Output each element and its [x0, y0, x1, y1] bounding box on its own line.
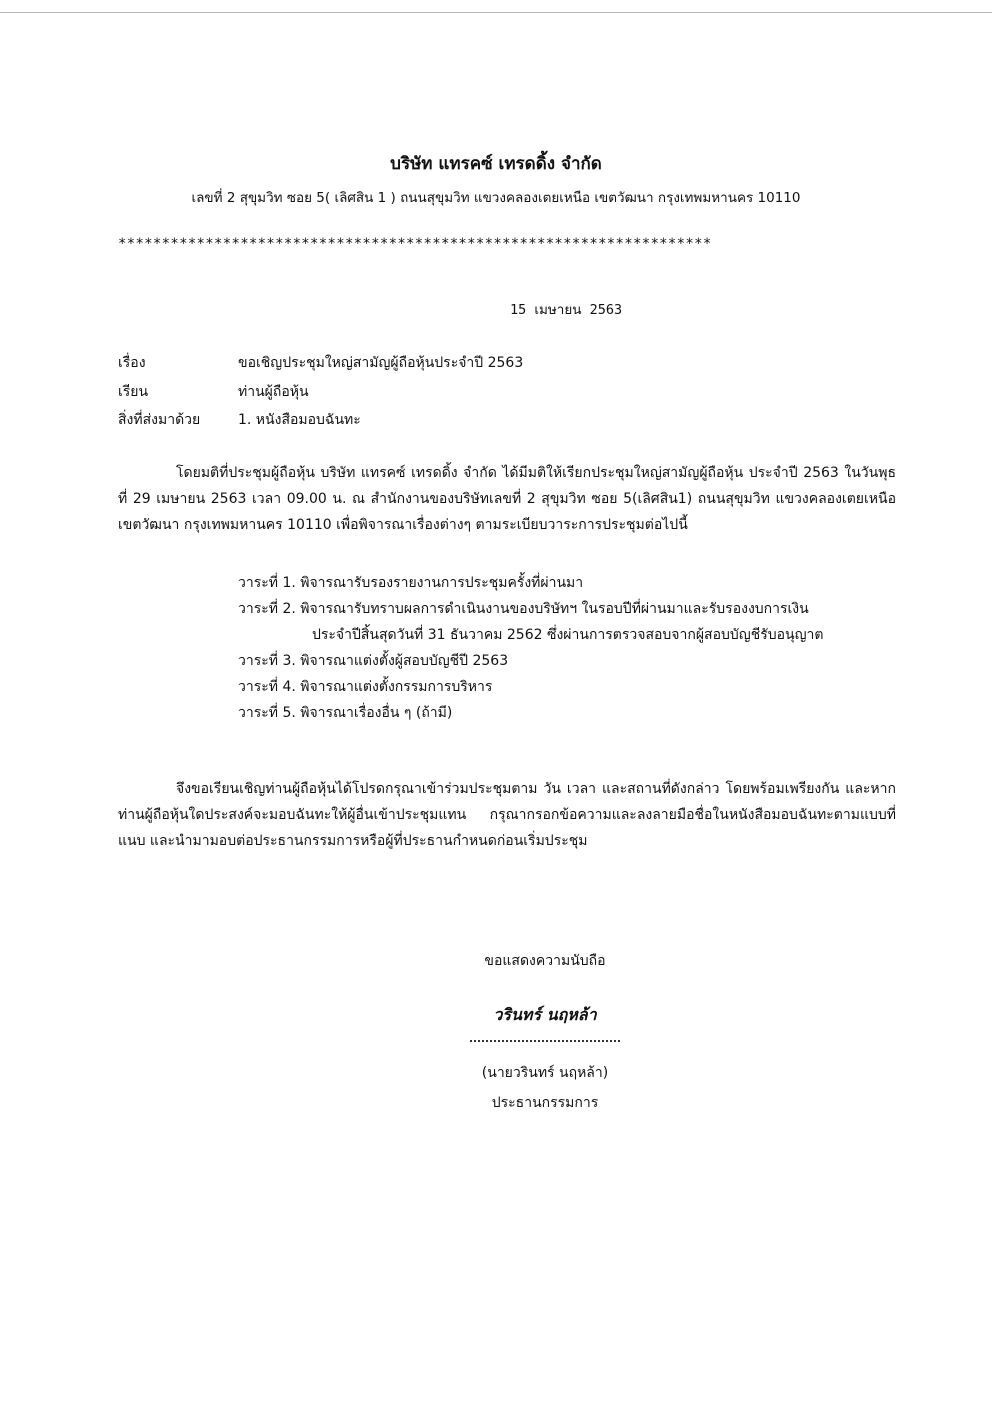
agenda-item-continuation: ประจำปีสิ้นสุดวันที่ 31 ธันวาคม 2562 ซึ่งผ่านการตรวจสอบจากผู้สอบบัญชีรับอนุญาต: [312, 627, 824, 643]
agenda-item: วาระที่ 4. พิจารณาแต่งตั้งกรรมการบริหาร: [238, 679, 493, 695]
signature-line: [470, 1040, 620, 1042]
agenda-item: วาระที่ 1. พิจารณารับรองรายงานการประชุมครั้งที่ผ่านมา: [238, 575, 584, 591]
enclosure-line: [118, 409, 361, 431]
recipient-line: [118, 381, 309, 403]
subject-label: เรื่อง: [118, 355, 146, 371]
signatory-position: ประธานกรรมการ: [491, 1095, 599, 1111]
closing-phrase: ขอแสดงความนับถือ: [484, 953, 606, 969]
subject-line: [118, 352, 523, 374]
agenda-item: วาระที่ 3. พิจารณาแต่งตั้งผู้สอบบัญชีปี 2563: [238, 653, 509, 669]
invitation-paragraph: จึงขอเรียนเชิญท่านผู้ถือหุ้นได้โปรดกรุณาเข้าร่วมประชุมตาม วัน เวลา และสถานที่ดังกล่าว โดยพร้อมเพรียงกัน และหากท่านผู้ถือหุ้นใดประสงค์จะมอบฉันทะให้ผู้อื่นเข้าประชุมแทน กรุณากรอกข้อความและลงลายมือชื่อในหนังสือมอบฉันทะตามแบบที่แนบ และนำมามอบต่อประธานกรรมการหรือผู้ที่ประธานกำหนดก่อนเริ่มประชุม: [118, 781, 896, 849]
company-name: บริษัท แทรคซ์ เทรดดิ้ง จำกัด: [390, 154, 602, 174]
top-rule: [0, 12, 992, 13]
agenda-item: วาระที่ 5. พิจารณาเรื่องอื่น ๆ (ถ้ามี): [238, 705, 453, 721]
company-address: เลขที่ 2 สุขุมวิท ซอย 5( เลิศสิน 1 ) ถนนสุขุมวิท แขวงคลองเตยเหนือ เขตวัฒนา กรุงเทพมหานคร 10110: [191, 190, 801, 206]
agenda-item: วาระที่ 2. พิจารณารับทราบผลการดำเนินงานของบริษัทฯ ในรอบปีที่ผ่านมาและรับรองงบการเงิน: [238, 601, 809, 617]
recipient-text: ท่านผู้ถือหุ้น: [238, 384, 309, 400]
letter-date: 15 เมษายน 2563: [510, 302, 623, 318]
subject-text: ขอเชิญประชุมใหญ่สามัญผู้ถือหุ้นประจำปี 2563: [238, 355, 524, 371]
recipient-label: เรียน: [118, 384, 149, 400]
signatory-name: (นายวรินทร์ นฤหล้า): [481, 1065, 609, 1081]
agenda-list: [238, 570, 878, 726]
enclosure-text: 1. หนังสือมอบฉันทะ: [238, 412, 361, 428]
signature: วรินทร์ นฤหล้า: [493, 1005, 597, 1024]
separator: ********************************************************************: [118, 236, 712, 252]
enclosure-label: สิ่งที่ส่งมาด้วย: [118, 412, 201, 428]
intro-paragraph: โดยมติที่ประชุมผู้ถือหุ้น บริษัท แทรคซ์ เทรดดิ้ง จำกัด ได้มีมติให้เรียกประชุมใหญ่สามัญผู้ถือหุ้น ประจำปี 2563 ในวันพุธที่ 29 เมษายน 2563 เวลา 09.00 น. ณ สำนักงานของบริษัทเลขที่ 2 สุขุมวิท ซอย 5(เลิศสิน1) ถนนสุขุมวิท แขวงคลองเตยเหนือ เขตวัฒนา กรุงเทพมหานคร 10110 เพื่อพิจารณาเรื่องต่างๆ ตามระเบียบวาระการประชุมต่อไปนี้: [118, 465, 896, 533]
